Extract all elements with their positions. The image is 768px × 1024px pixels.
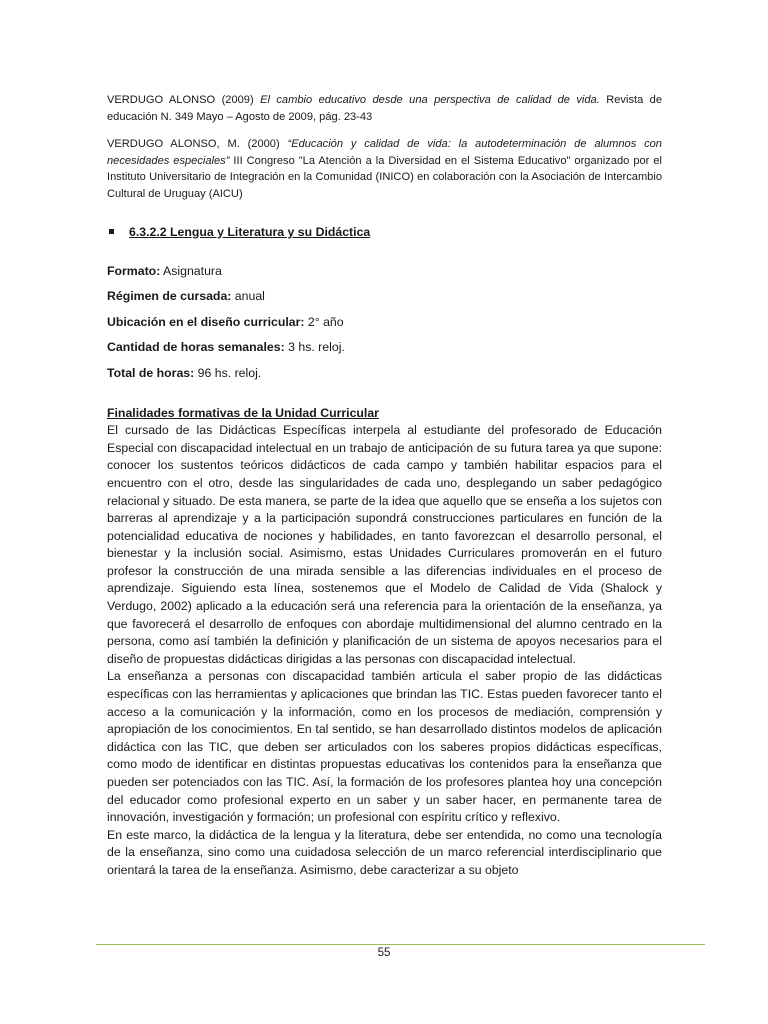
meta-regimen	[107, 284, 662, 310]
meta-horas-semanales	[107, 335, 662, 361]
body-paragraph-3: En este marco, la didáctica de la lengua y la literatura, debe ser entendida, no como una tecnología de la enseñanza, sino como una cuidadosa selección de un marco referencial interdisciplinario que orientará la tarea de la enseñanza. Asimismo, debe caracterizar a su objeto	[107, 827, 662, 877]
meta-label: Ubicación en el diseño curricular:	[107, 314, 305, 329]
reference-2-author: VERDUGO ALONSO, M. (2000)	[107, 138, 280, 151]
meta-value: Asignatura	[163, 263, 222, 278]
meta-value: anual	[234, 289, 265, 304]
meta-label: Cantidad de horas semanales:	[107, 340, 285, 355]
meta-value: 96 hs. reloj.	[197, 365, 262, 380]
reference-1-author: VERDUGO ALONSO (2009)	[107, 94, 254, 106]
finalidades-section	[107, 405, 662, 880]
meta-ubicacion	[107, 310, 662, 336]
meta-label: Régimen de cursada:	[107, 289, 232, 304]
meta-label: Total de horas:	[107, 365, 195, 380]
page-number: 55	[377, 947, 391, 959]
reference-2-rest: III Congreso "La Atención a la Diversidad en el Sistema Educativo" organizado por el Instituto Universitario de Integración en la Comunidad (INICO) en colaboración con la Asociación de Intercambio Cultural de Uruguay (AICU)	[107, 154, 662, 200]
square-bullet-icon	[109, 229, 114, 234]
finalidades-title: Finalidades formativas de la Unidad Curricular	[107, 405, 379, 420]
meta-value: 2° año	[307, 314, 344, 329]
meta-value: 3 hs. reloj.	[288, 340, 345, 355]
footer-divider	[96, 944, 705, 945]
body-paragraph-2: La enseñanza a personas con discapacidad también articula el saber propio de las didácticas específicas con las herramientas y aplicaciones que brindan las TIC. Estas pueden favorecer tanto el acceso a la comunicación y la información, como en los procesos de mediación, comprensión y apropiación de los conocimientos. En tal sentido, se han desarrollado distintos modelos de aplicación didáctica con las TIC, que deben ser articulados con los saberes propios didácticas específicas, como modo de identificar en distintas propuestas educativas los contenidos para la enseñanza que pueden ser potenciados con las TIC. Así, la formación de los profesores plantea hoy una concepción del educador como profesional experto en un saber y un saber hacer, en permanente tarea de innovación, investigación y formación; un profesional con espíritu crítico y reflexivo.	[107, 669, 662, 825]
reference-1	[107, 92, 662, 125]
reference-1-rest: Revista de educación N. 349 Mayo – Agosto de 2009, pág. 23-43	[107, 94, 663, 123]
body-paragraph-1: El cursado de las Didácticas Específicas interpela al estudiante del profesorado de Educación Especial con discapacidad intelectual en un trabajo de anticipación de su futura tarea ya que supone: conocer los sustentos teóricos didácticos de cada campo y también habilitar espacios para el encuentro con el otro, desde las singularidades de cada uno, desplegando un saber pedagógico relacional y situado. De esta manera, se parte de la idea que aquello que se enseña a los sujetos con barreras al aprendizaje y a la participación supondrá construcciones particulares en función de la potencialidad educativa de nociones y habilidades, en tanto favorezcan el desarrollo personal, el bienestar y la inclusión social. Asimismo, estas Unidades Curriculares promoverán en el futuro profesor la construcción de una mirada sensible a las diferencias individuales en el proceso de aprendizaje. Siguiendo esta línea, sostenemos que el Modelo de Calidad de Vida (Shalock y Verdugo, 2002) aplicado a la educación será una referencia para la orientación de la enseñanza, ya que favorecerá el desarrollo de enfoques con abordaje multidimensional del alumno centrado en la persona, como así también la definición y planificación de un sistema de apoyos necesarios para el diseño de propuestas didácticas dirigidas a las personas con discapacidad intelectual.	[107, 423, 662, 666]
meta-total-horas	[107, 361, 662, 387]
section-heading	[107, 225, 662, 239]
reference-2	[107, 136, 662, 202]
page-content	[107, 92, 662, 880]
course-metadata	[107, 259, 662, 387]
section-title: 6.3.2.2 Lengua y Literatura y su Didáctica	[129, 224, 371, 239]
reference-2-title: “Educación y calidad de vida: la autodeterminación de alumnos con necesidades especiales”	[107, 138, 662, 167]
reference-1-title: El cambio educativo desde una perspectiva de calidad de vida.	[260, 94, 600, 106]
meta-formato	[107, 259, 662, 285]
meta-label: Formato:	[107, 263, 161, 278]
